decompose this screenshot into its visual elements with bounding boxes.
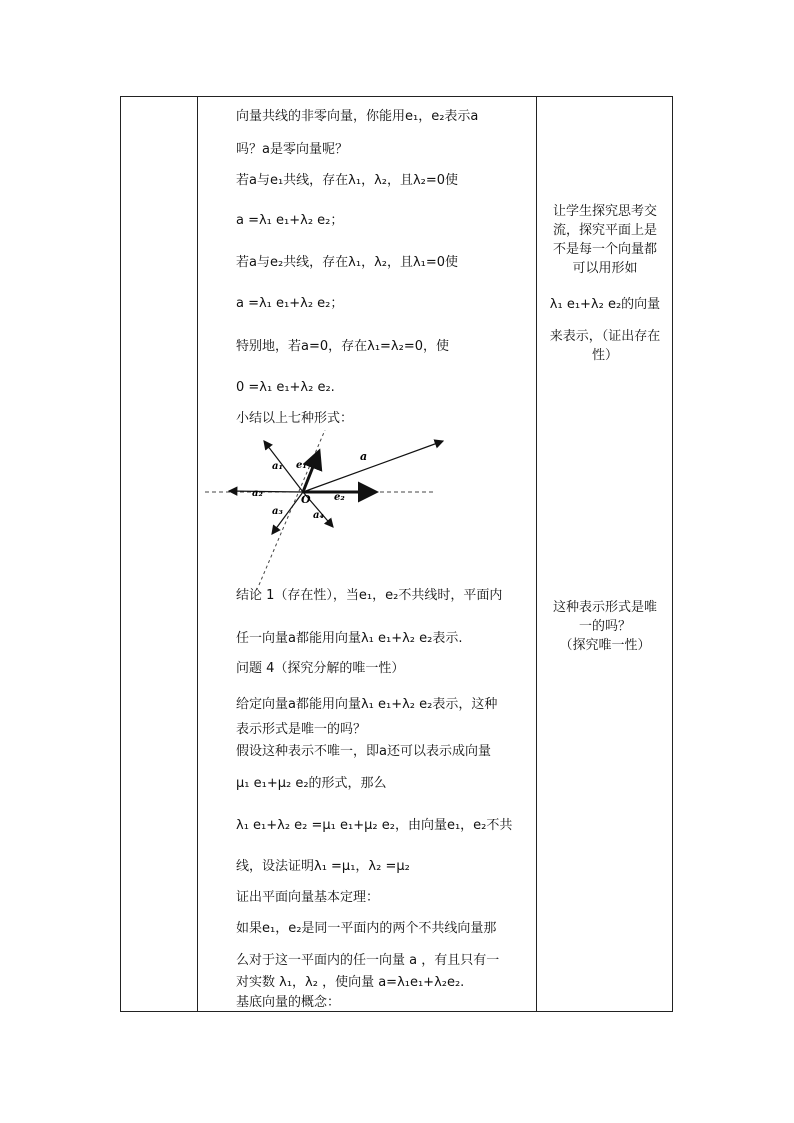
side-note-1-end-line: 性） — [591, 348, 618, 363]
text-line-11: 证出平面向量基本定理： — [236, 890, 380, 905]
side-note-1-end — [538, 327, 672, 365]
theorem-line-3: 对实数 λ₁，λ₂ ，使向量 a=λ₁e₁+λ₂e₂. — [236, 975, 465, 990]
side-note-1-line: 不是每一个向量都 — [552, 242, 657, 257]
label-origin: O — [301, 493, 311, 506]
text-line-3: 若a与e₁共线，存在λ₁，λ₂，且λ₂=0使 — [236, 173, 459, 188]
column-divider-2 — [536, 96, 537, 1012]
text-line-2: 吗？a是零向量呢？ — [236, 142, 348, 157]
text-line-5: 特别地，若a=0，存在λ₁=λ₂=0，使 — [236, 339, 449, 354]
label-a2: a₂ — [252, 488, 263, 499]
basis-concept-heading: 基底向量的概念： — [236, 995, 341, 1010]
text-line-9: 假设这种表示不唯一，即a还可以表示成向量 — [236, 744, 491, 759]
question-4-title: 问题 4（探究分解的唯一性） — [236, 661, 405, 676]
text-line-6: 小结以上七种形式： — [236, 411, 354, 426]
conclusion-1-cont: 任一向量a都能用向量λ₁ e₁+λ₂ e₂表示. — [236, 631, 463, 646]
label-a: a — [360, 450, 368, 463]
text-line-4: 若a与e₂共线，存在λ₁，λ₂，且λ₁=0使 — [236, 255, 459, 270]
conclusion-1: 结论 1（存在性），当e₁，e₂不共线时，平面内 — [236, 588, 503, 603]
label-e2: e₂ — [334, 492, 345, 503]
theorem-line-2: 么对于这一平面内的任一向量 a ，有且只有一 — [236, 953, 500, 968]
side-note-2-line: （探究唯一性） — [559, 638, 651, 653]
side-note-1 — [538, 202, 672, 278]
side-note-1-end-line: 来表示，（证出存在 — [549, 329, 661, 344]
theorem-line-1: 如果e₁，e₂是同一平面内的两个不共线向量那 — [236, 921, 497, 936]
side-note-1-line: 可以用形如 — [572, 261, 638, 276]
formula-line-4: μ₁ e₁+μ₂ e₂的形式，那么 — [236, 776, 387, 791]
vector-diagram — [200, 430, 450, 590]
side-note-1-line: 让学生探究思考交 — [552, 204, 657, 219]
label-a1: a₁ — [272, 461, 283, 472]
formula-line-1: a =λ₁ e₁+λ₂ e₂； — [236, 213, 344, 228]
side-note-2-line: 一的吗？ — [578, 619, 631, 634]
formula-line-5: λ₁ e₁+λ₂ e₂ =μ₁ e₁+μ₂ e₂，由向量e₁，e₂不共 — [236, 818, 513, 833]
side-note-2 — [538, 598, 672, 655]
side-note-1-line: 流，探究平面上是 — [552, 223, 657, 238]
side-note-1-formula: λ₁ e₁+λ₂ e₂的向量 — [549, 297, 661, 312]
text-line-8: 表示形式是唯一的吗？ — [236, 722, 367, 737]
text-line-10: 线，设法证明λ₁ =μ₁，λ₂ =μ₂ — [236, 859, 410, 874]
label-a4: a₄ — [313, 510, 324, 521]
label-a3: a₃ — [272, 506, 283, 517]
column-divider-1 — [197, 96, 198, 1012]
formula-line-2: a =λ₁ e₁+λ₂ e₂； — [236, 296, 344, 311]
text-line-1: 向量共线的非零向量，你能用e₁，e₂表示a — [236, 109, 479, 124]
label-e1: e₁ — [296, 460, 307, 471]
text-line-7: 给定向量a都能用向量λ₁ e₁+λ₂ e₂表示，这种 — [236, 697, 498, 712]
side-note-2-line: 这种表示形式是唯 — [552, 600, 657, 615]
vector-a — [303, 441, 443, 492]
formula-line-3: 0 =λ₁ e₁+λ₂ e₂. — [236, 380, 335, 395]
